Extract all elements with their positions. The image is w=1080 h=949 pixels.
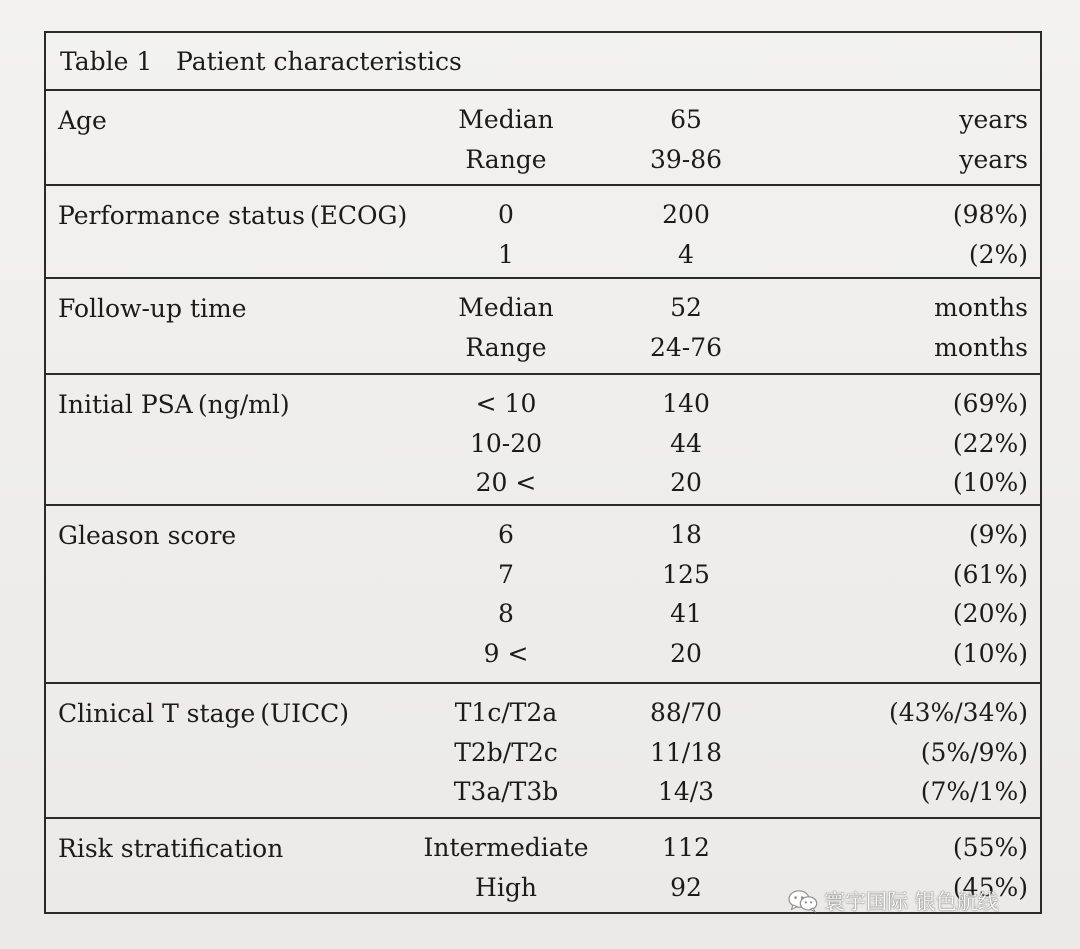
value-cell: 52 (670, 293, 702, 322)
patient-characteristics-table (44, 31, 1042, 914)
unit-cell: months (934, 293, 1028, 322)
unit-cell: (9%) (968, 520, 1028, 549)
value-cell: 39-86 (649, 144, 723, 174)
subcategory-cell: T3a/T3b (453, 777, 559, 806)
unit-cell: (10%) (952, 638, 1028, 668)
table-group (46, 684, 1040, 819)
table-row (46, 288, 1040, 328)
value-cell: 200 (662, 200, 710, 229)
table-row (46, 634, 1040, 674)
unit-cell: (2%) (968, 239, 1028, 269)
unit-cell: years (959, 144, 1028, 174)
subcategory-cell: Range (465, 332, 547, 362)
unit-cell: (69%) (952, 389, 1028, 418)
value-cell: 14/3 (657, 777, 715, 806)
category-label: Follow-up time (58, 294, 247, 323)
value-cell: 88/70 (649, 698, 723, 727)
table-row (46, 195, 1040, 235)
subcategory-cell: 6 (498, 520, 514, 549)
category-label: Age (58, 106, 107, 135)
table-row (46, 733, 1040, 773)
category-label: Risk stratification (58, 834, 284, 863)
unit-cell: months (934, 332, 1028, 362)
table-caption (46, 33, 1040, 91)
subcategory-cell: 1 (498, 239, 514, 269)
subcategory-cell: 20 < (475, 468, 537, 497)
table-group (46, 186, 1040, 279)
value-cell: 92 (670, 872, 702, 902)
table-row (46, 140, 1040, 180)
value-cell: 112 (662, 833, 710, 862)
unit-cell: (98%) (952, 200, 1028, 229)
table-group (46, 279, 1040, 375)
subcategory-cell: 10-20 (469, 428, 543, 458)
table-row (46, 463, 1040, 503)
subcategory-cell: Median (458, 105, 554, 134)
table-number: Table 1 (60, 47, 153, 76)
unit-cell: (45%) (952, 872, 1028, 902)
subcategory-cell: Range (465, 144, 547, 174)
category-label: Clinical T stage (UICC) (58, 699, 349, 728)
subcategory-cell: 7 (498, 559, 514, 589)
value-cell: 24-76 (649, 332, 723, 362)
table-row (46, 594, 1040, 634)
unit-cell: (61%) (952, 559, 1028, 589)
subcategory-cell: 9 < (483, 638, 529, 668)
table-row (46, 235, 1040, 275)
value-cell: 4 (678, 239, 694, 269)
table-row (46, 100, 1040, 140)
subcategory-cell: Median (458, 293, 554, 322)
table-group (46, 91, 1040, 186)
unit-cell: (5%/9%) (920, 737, 1028, 767)
subcategory-cell: Intermediate (423, 833, 589, 862)
subcategory-cell: 0 (498, 200, 514, 229)
subcategory-cell: 8 (498, 599, 514, 628)
watermark (788, 886, 999, 916)
table-row (46, 384, 1040, 424)
table-row (46, 772, 1040, 812)
value-cell: 44 (670, 428, 702, 458)
table-group (46, 375, 1040, 506)
subcategory-cell: < 10 (475, 389, 537, 418)
table-row (46, 328, 1040, 368)
table-row (46, 555, 1040, 595)
value-cell: 20 (670, 638, 702, 668)
table-row (46, 693, 1040, 733)
wechat-icon (788, 889, 818, 913)
category-label: Gleason score (58, 521, 237, 550)
table-title: Patient characteristics (176, 47, 462, 76)
unit-cell: years (959, 105, 1028, 134)
value-cell: 11/18 (649, 737, 723, 767)
subcategory-cell: T2b/T2c (454, 737, 558, 767)
unit-cell: (7%/1%) (920, 777, 1028, 806)
table-group (46, 506, 1040, 684)
unit-cell: (10%) (952, 468, 1028, 497)
table-row (46, 424, 1040, 464)
subcategory-cell: T1c/T2a (454, 698, 558, 727)
unit-cell: (55%) (952, 833, 1028, 862)
category-label: Performance status (ECOG) (58, 201, 408, 230)
value-cell: 18 (670, 520, 702, 549)
value-cell: 41 (670, 599, 702, 628)
subcategory-cell: High (475, 872, 537, 902)
unit-cell: (43%/34%) (888, 698, 1028, 727)
unit-cell: (22%) (952, 428, 1028, 458)
watermark-text: 寰宇国际 银色航线 (824, 890, 999, 914)
unit-cell: (20%) (952, 599, 1028, 628)
value-cell: 125 (662, 559, 710, 589)
value-cell: 20 (670, 468, 702, 497)
value-cell: 140 (662, 389, 710, 418)
value-cell: 65 (670, 105, 702, 134)
table-row (46, 515, 1040, 555)
category-label: Initial PSA (ng/ml) (58, 390, 290, 419)
table-row (46, 828, 1040, 868)
